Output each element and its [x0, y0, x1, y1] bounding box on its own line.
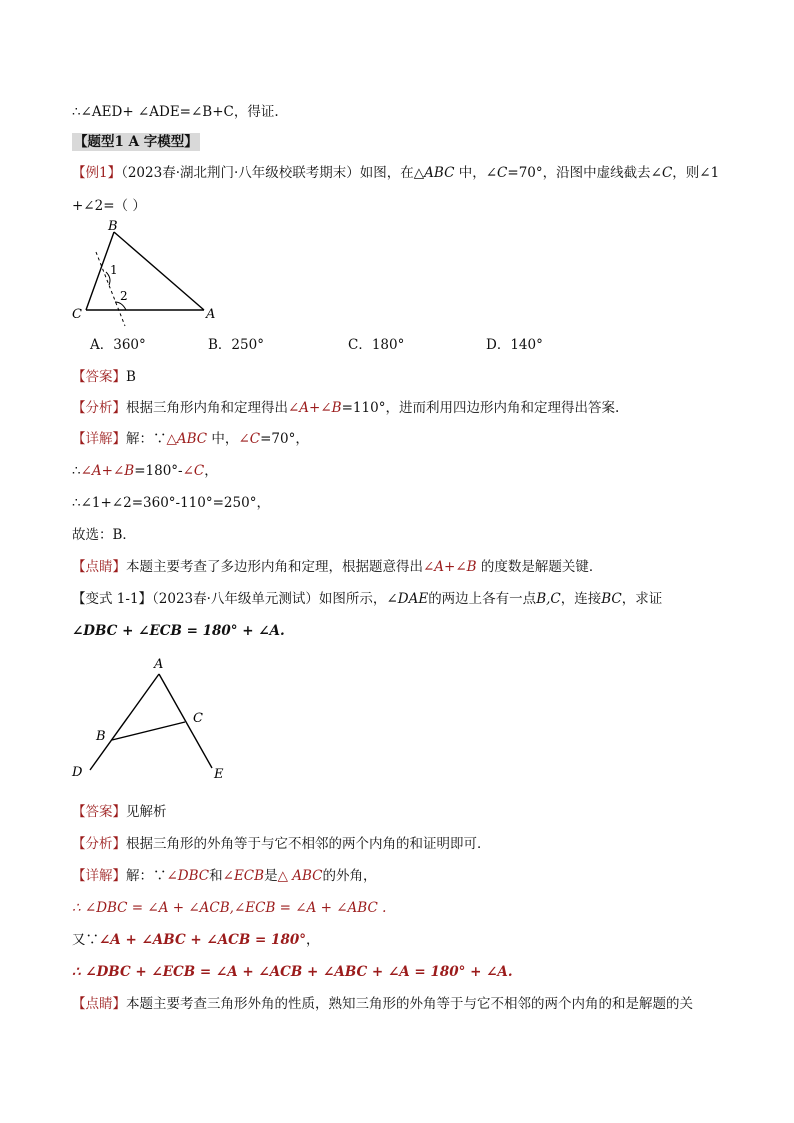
detail-1-line-4: 故选：B． — [72, 527, 136, 543]
example-1-question: 【例1】（2023春·湖北荆门·八年级校联考期末）如图，在△ABC 中，∠C=70°，沿图中虚线截去∠C，则∠1 — [72, 165, 720, 181]
figure-triangle-abc — [64, 218, 234, 328]
label-b: B — [108, 219, 118, 234]
option-a: A．360° — [90, 337, 146, 353]
answer-2: 【答案】见解析 — [72, 804, 167, 820]
detail-2-line-3: 又∵∠A + ∠ABC + ∠ACB = 180°， — [72, 932, 320, 948]
example-1-question-cont: +∠2=（ ） — [72, 198, 146, 214]
option-d: D．140° — [486, 337, 543, 353]
detail-1-line-3: ∴∠1+∠2=360°-110°=250°， — [72, 495, 270, 511]
label-a: A — [154, 657, 164, 672]
detail-1-line-2: ∴∠A+∠B=180°-∠C， — [72, 463, 218, 479]
label-c: C — [72, 307, 82, 322]
ray-ae — [159, 674, 212, 768]
variant-1-1-question-cont: ∠DBC + ∠ECB = 180° + ∠A. — [72, 623, 285, 639]
analysis-1: 【分析】根据三角形内角和定理得出∠A+∠B=110°，进而利用四边形内角和定理得出答案. — [72, 400, 620, 416]
dianjing-2: 【点睛】本题主要考查三角形外角的性质，熟知三角形的外角等于与它不相邻的两个内角的和是解题的关 — [72, 996, 693, 1012]
ray-ad — [90, 674, 159, 770]
label-b: B — [96, 729, 106, 744]
angle-2-arc — [115, 302, 126, 310]
options — [90, 336, 570, 354]
detail-2-line-1: 【详解】解：∵∠DBC和∠ECB是△ ABC的外角， — [72, 868, 377, 884]
answer-1: 【答案】B — [72, 369, 136, 385]
option-c: C．180° — [348, 337, 405, 353]
label-1: 1 — [110, 263, 118, 277]
label-2: 2 — [120, 289, 128, 303]
dianjing-1: 【点睛】本题主要考查了多边形内角和定理，根据题意得出∠A+∠B 的度数是解题关键． — [72, 559, 603, 575]
variant-1-1-question: 【变式 1-1】（2023春·八年级单元测试）如图所示，∠DAE的两边上各有一点B,C，连接BC，求证 — [72, 591, 663, 607]
label-a: A — [206, 307, 216, 322]
figure-angle-dae — [64, 652, 244, 782]
option-b: B．250° — [208, 337, 264, 353]
section-heading: 【题型1 A 字模型】 — [74, 134, 198, 150]
label-e: E — [214, 767, 224, 782]
analysis-2: 【分析】根据三角形的外角等于与它不相邻的两个内角的和证明即可． — [72, 836, 491, 852]
detail-2-line-4: ∴ ∠DBC + ∠ECB = ∠A + ∠ACB + ∠ABC + ∠A = 180° + ∠A. — [72, 964, 513, 980]
line-0: ∴∠AED+ ∠ADE=∠B+C，得证. — [72, 104, 279, 120]
label-c: C — [193, 711, 203, 726]
detail-2-line-2: ∴ ∠DBC = ∠A + ∠ACB,∠ECB = ∠A + ∠ABC . — [72, 900, 387, 916]
detail-1-line-1: 【详解】解：∵△ABC 中，∠C=70°， — [72, 431, 309, 447]
label-d: D — [72, 765, 83, 780]
